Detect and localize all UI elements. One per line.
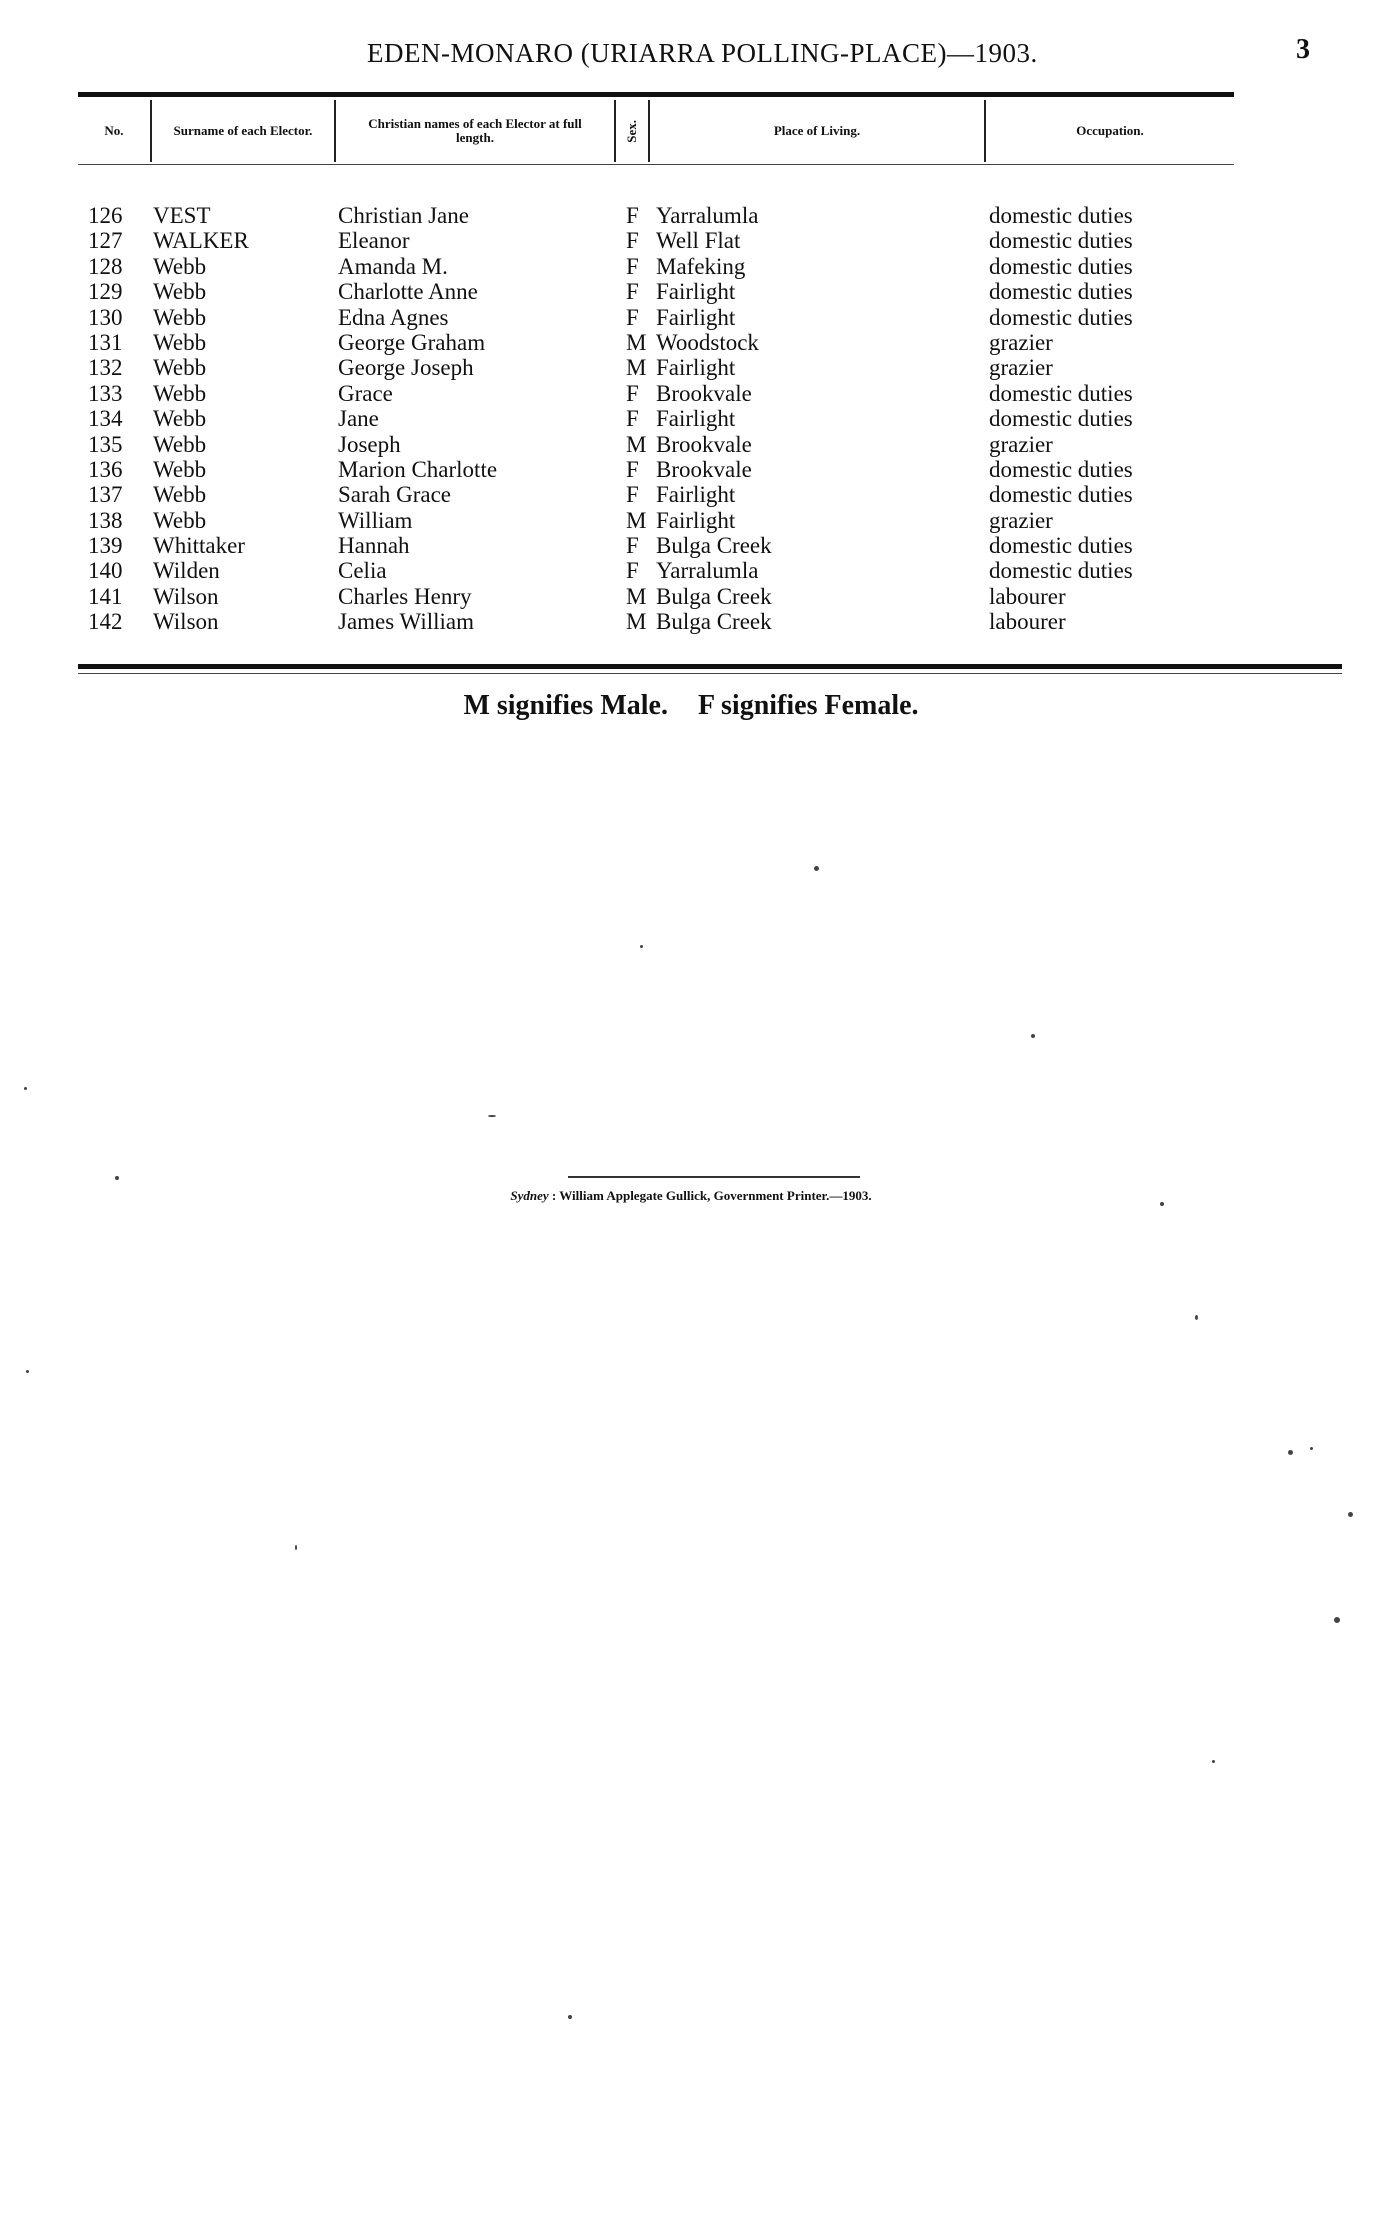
table-row [0, 228, 1382, 253]
cell-sex: M [626, 609, 647, 635]
cell-no: 142 [88, 609, 123, 635]
column-header-christian-names: Christian names of each Elector at full length. [334, 100, 614, 162]
table-row [0, 558, 1382, 583]
column-header-surname: Surname of each Elector. [150, 100, 334, 162]
table-header [78, 100, 1234, 162]
cell-occupation: domestic duties [989, 533, 1133, 559]
table-top-rule [78, 92, 1234, 97]
cell-no: 129 [88, 279, 123, 305]
cell-christian-names: Christian Jane [338, 203, 469, 228]
imprint-place: Sydney [510, 1188, 549, 1203]
scan-speck [1310, 1447, 1313, 1450]
column-header-sex-cell [614, 100, 650, 162]
cell-occupation: domestic duties [989, 456, 1133, 482]
cell-occupation: domestic duties [989, 279, 1133, 305]
cell-christian-names: Edna Agnes [338, 304, 449, 330]
cell-surname: Webb [153, 431, 207, 457]
column-header-place: Place of Living. [773, 123, 861, 138]
scan-speck [1288, 1450, 1293, 1455]
table-row [0, 508, 1382, 533]
table-row [0, 533, 1382, 558]
cell-no: 133 [88, 380, 123, 406]
cell-surname: WALKER [153, 228, 249, 254]
table-row [0, 432, 1382, 457]
column-header-sex: Sex. [624, 119, 639, 143]
scan-speck [115, 1176, 119, 1180]
cell-sex: F [626, 533, 639, 559]
cell-place: Fairlight [656, 406, 736, 432]
cell-sex: F [626, 456, 639, 482]
cell-sex: F [626, 253, 639, 279]
table-row [0, 279, 1382, 304]
imprint-rule [568, 1176, 860, 1178]
cell-no: 128 [88, 253, 123, 279]
table-bottom-rule [78, 664, 1342, 669]
cell-occupation: domestic duties [989, 253, 1133, 279]
cell-christian-names: Joseph [338, 431, 401, 457]
scan-speck [1031, 1034, 1035, 1038]
page-title: EDEN-MONARO (URIARRA POLLING-PLACE)—1903. [367, 38, 1038, 68]
cell-surname: Webb [153, 355, 207, 381]
cell-sex: F [626, 482, 639, 508]
cell-christian-names: Sarah Grace [338, 482, 452, 508]
cell-christian-names: Charles Henry [338, 583, 472, 609]
legend-male: M signifies Male. [463, 690, 668, 721]
table-row [0, 330, 1382, 355]
table-row [0, 457, 1382, 482]
cell-occupation: domestic duties [989, 482, 1133, 508]
cell-surname: Webb [153, 329, 207, 355]
table-row [0, 254, 1382, 279]
cell-sex: M [626, 329, 647, 355]
table-row [0, 609, 1382, 634]
column-header-no: No. [104, 123, 124, 138]
elector-list [0, 203, 1382, 635]
printer-imprint [0, 1188, 1382, 1204]
cell-place: Bulga Creek [656, 609, 772, 635]
cell-no: 139 [88, 533, 123, 559]
sex-legend [0, 690, 1382, 722]
cell-surname: Wilden [153, 558, 220, 584]
cell-surname: Webb [153, 456, 207, 482]
cell-place: Fairlight [656, 304, 736, 330]
scan-speck [1334, 1617, 1340, 1623]
cell-sex: F [626, 203, 639, 228]
cell-sex: F [626, 380, 639, 406]
cell-place: Bulga Creek [656, 583, 772, 609]
cell-sex: M [626, 355, 647, 381]
cell-occupation: domestic duties [989, 558, 1133, 584]
table-row [0, 203, 1382, 228]
cell-occupation: domestic duties [989, 203, 1133, 228]
cell-place: Fairlight [656, 507, 736, 533]
cell-sex: M [626, 507, 647, 533]
table-header-rule [78, 164, 1234, 165]
cell-christian-names: Celia [338, 558, 387, 584]
cell-christian-names: George Graham [338, 329, 486, 355]
cell-sex: F [626, 406, 639, 432]
cell-christian-names: William [338, 507, 413, 533]
cell-sex: F [626, 279, 639, 305]
cell-christian-names: Eleanor [338, 228, 410, 254]
table-row [0, 381, 1382, 406]
table-row [0, 406, 1382, 431]
cell-occupation: domestic duties [989, 304, 1133, 330]
table-row [0, 584, 1382, 609]
table-bottom-thin-rule [78, 673, 1342, 674]
scan-speck [26, 1370, 29, 1373]
cell-place: Yarralumla [656, 558, 759, 584]
cell-place: Bulga Creek [656, 533, 772, 559]
cell-no: 132 [88, 355, 123, 381]
cell-christian-names: Marion Charlotte [338, 456, 498, 482]
cell-sex: M [626, 431, 647, 457]
cell-place: Fairlight [656, 355, 736, 381]
cell-place: Fairlight [656, 482, 736, 508]
cell-christian-names: George Joseph [338, 355, 474, 381]
table-row [0, 482, 1382, 507]
scan-speck [488, 1115, 496, 1117]
cell-no: 140 [88, 558, 123, 584]
scan-speck [1348, 1512, 1353, 1517]
cell-surname: Webb [153, 406, 207, 432]
cell-no: 141 [88, 583, 123, 609]
cell-place: Brookvale [656, 456, 752, 482]
cell-no: 136 [88, 456, 123, 482]
cell-surname: Webb [153, 253, 207, 279]
cell-christian-names: Jane [338, 406, 379, 432]
cell-surname: Wilson [153, 609, 219, 635]
cell-no: 127 [88, 228, 123, 254]
scan-speck [24, 1087, 27, 1090]
cell-christian-names: Charlotte Anne [338, 279, 478, 305]
cell-christian-names: Grace [338, 380, 393, 406]
scan-speck [1212, 1760, 1215, 1763]
cell-surname: VEST [153, 203, 211, 228]
cell-christian-names: Hannah [338, 533, 410, 559]
scan-speck [1195, 1315, 1198, 1320]
cell-place: Fairlight [656, 279, 736, 305]
cell-christian-names: Amanda M. [338, 253, 448, 279]
cell-occupation: grazier [989, 355, 1053, 381]
cell-surname: Webb [153, 507, 207, 533]
scan-speck [814, 866, 819, 871]
cell-no: 134 [88, 406, 123, 432]
cell-occupation: grazier [989, 431, 1053, 457]
imprint-separator: : [551, 1188, 557, 1203]
cell-occupation: domestic duties [989, 228, 1133, 254]
cell-occupation: labourer [989, 609, 1066, 635]
cell-sex: F [626, 228, 639, 254]
cell-place: Brookvale [656, 380, 752, 406]
imprint-text: William Applegate Gullick, Government Printer.—1903. [559, 1188, 872, 1203]
scan-speck [640, 945, 643, 948]
scan-speck [568, 2015, 572, 2019]
cell-place: Woodstock [656, 329, 759, 355]
cell-sex: F [626, 558, 639, 584]
cell-place: Brookvale [656, 431, 752, 457]
cell-sex: F [626, 304, 639, 330]
cell-surname: Webb [153, 380, 207, 406]
cell-sex: M [626, 583, 647, 609]
cell-surname: Whittaker [153, 533, 245, 559]
scan-speck [1160, 1202, 1164, 1206]
cell-occupation: grazier [989, 329, 1053, 355]
cell-no: 130 [88, 304, 123, 330]
table-row [0, 305, 1382, 330]
cell-no: 135 [88, 431, 123, 457]
page-header [0, 34, 1382, 78]
cell-no: 131 [88, 329, 123, 355]
cell-occupation: domestic duties [989, 380, 1133, 406]
cell-no: 126 [88, 203, 123, 228]
cell-place: Well Flat [656, 228, 741, 254]
cell-occupation: domestic duties [989, 406, 1133, 432]
cell-occupation: labourer [989, 583, 1066, 609]
cell-no: 138 [88, 507, 123, 533]
legend-female: F signifies Female. [697, 690, 919, 721]
table-row [0, 355, 1382, 380]
scan-speck [295, 1545, 297, 1550]
cell-occupation: grazier [989, 507, 1053, 533]
cell-place: Yarralumla [656, 203, 759, 228]
cell-place: Mafeking [656, 253, 746, 279]
page-number: 3 [1296, 34, 1310, 65]
cell-no: 137 [88, 482, 123, 508]
cell-surname: Wilson [153, 583, 219, 609]
column-header-occupation: Occupation. [984, 100, 1234, 162]
cell-surname: Webb [153, 482, 207, 508]
cell-surname: Webb [153, 304, 207, 330]
cell-christian-names: James William [338, 609, 474, 635]
cell-surname: Webb [153, 279, 207, 305]
